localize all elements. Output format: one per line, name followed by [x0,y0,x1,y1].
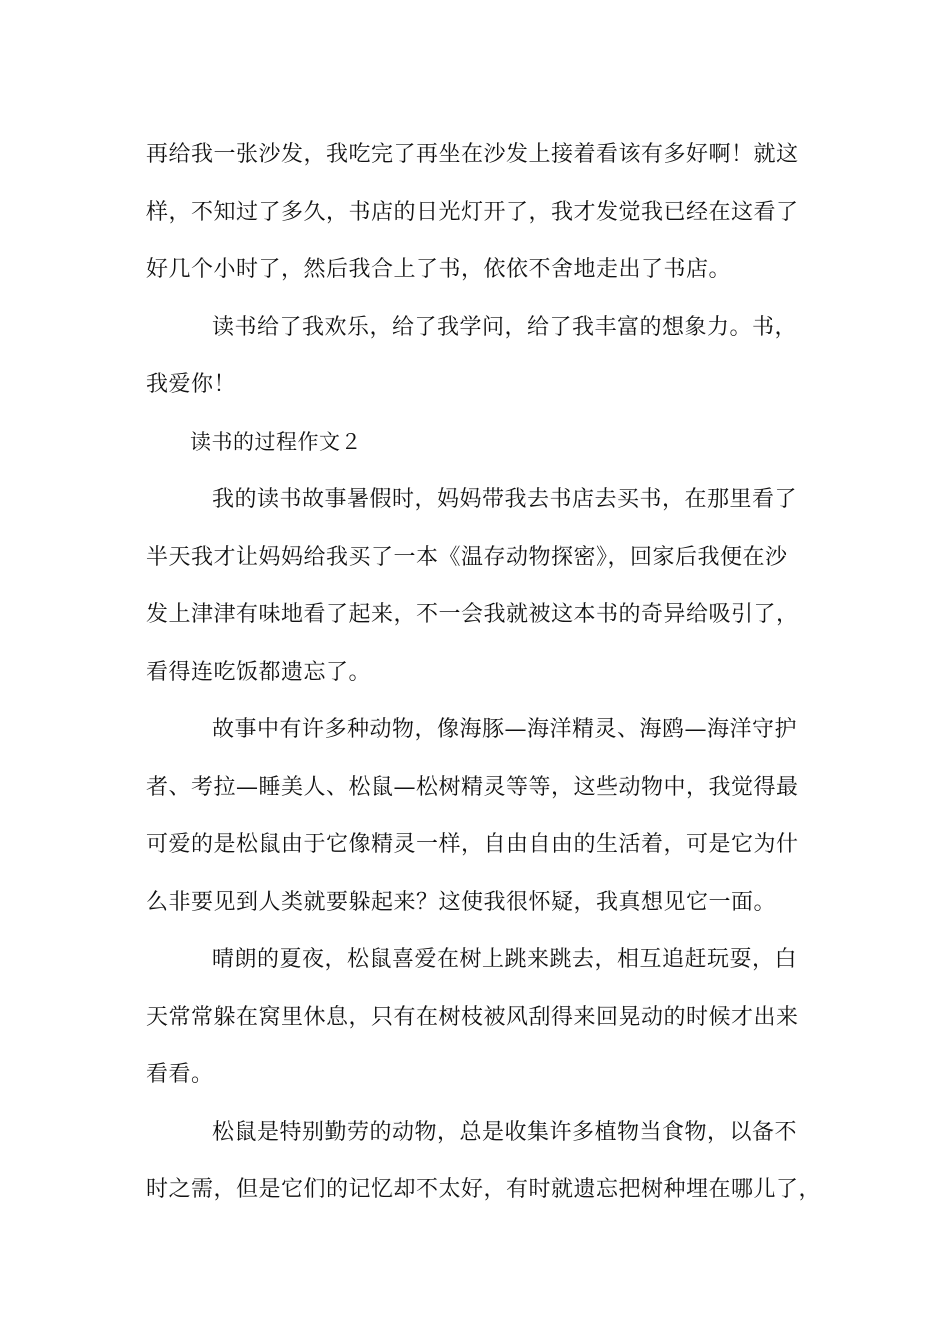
section-title: 读书的过程作文２ [190,429,362,454]
paragraph-line: 故事中有许多种动物，像海豚—海洋精灵、海鸥—海洋守护 [212,717,798,742]
paragraph-line: 看得连吃饭都遗忘了。 [146,659,372,685]
paragraph-line: 好几个小时了，然后我合上了书，依依不舍地走出了书店。 [146,257,732,282]
paragraph-line: 半天我才让妈妈给我买了一本《温存动物探密》，回家后我便在沙 [146,544,788,570]
document-body [146,126,822,1219]
paragraph-line: 时之需，但是它们的记忆却不太好，有时就遗忘把树种埋在哪儿了， [146,1177,822,1202]
paragraph-line: 晴朗的夏夜，松鼠喜爱在树上跳来跳去，相互追赶玩耍，白 [212,947,798,972]
paragraph-line: 我爱你！ [146,372,237,397]
paragraph-line: 可爱的是松鼠由于它像精灵一样，自由自由的生活着，可是它为什 [146,832,799,857]
paragraph-line: 松鼠是特别勤劳的动物，总是收集许多植物当食物，以备不 [212,1119,798,1145]
paragraph-line: 再给我一张沙发，我吃完了再坐在沙发上接着看该有多好啊！就这 [146,142,799,167]
paragraph-line: 发上津津有味地看了起来，不一会我就被这本书的奇异给吸引了， [146,602,799,627]
paragraph-line: 读书给了我欢乐，给了我学问，给了我丰富的想象力。书， [212,314,798,340]
paragraph-line: 么非要见到人类就要躲起来？这使我很怀疑，我真想见它一面。 [146,889,777,915]
paragraph-line: 看看。 [146,1062,214,1087]
paragraph-line: 样，不知过了多久，书店的日光灯开了，我才发觉我已经在这看了 [146,199,799,225]
paragraph-line: 我的读书故事暑假时，妈妈带我去书店去买书，在那里看了 [212,487,798,512]
paragraph-line: 者、考拉—睡美人、松鼠—松树精灵等等，这些动物中，我觉得最 [146,774,799,800]
paragraph-line: 天常常躲在窝里休息，只有在树枝被风刮得来回晃动的时候才出来 [146,1004,799,1030]
